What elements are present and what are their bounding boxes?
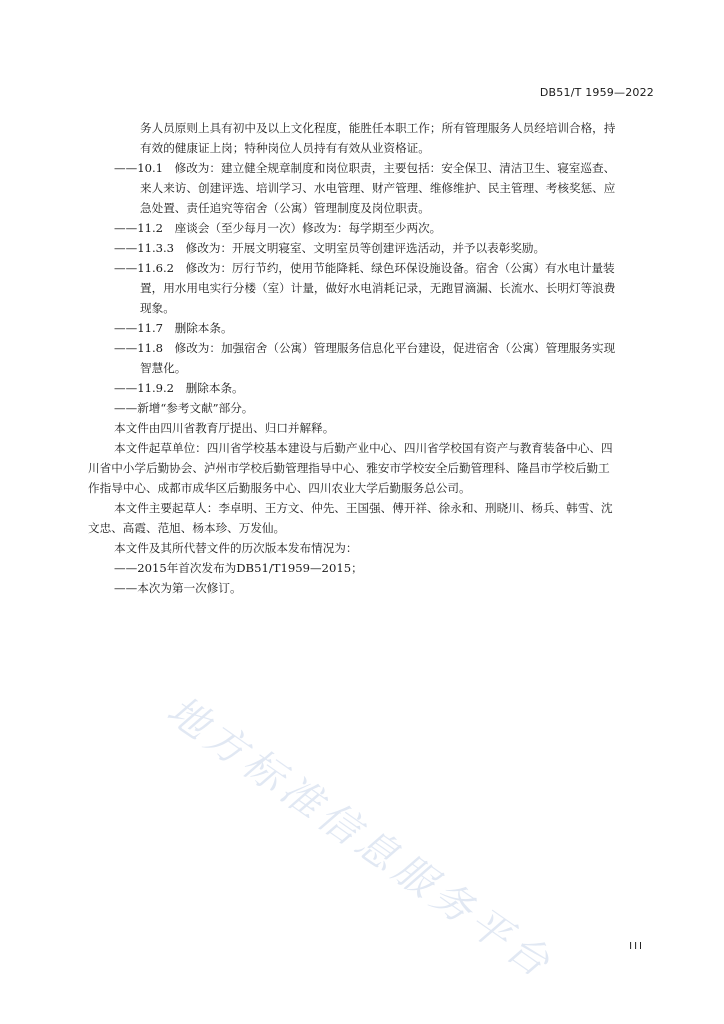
text-line: ——2015年首次发布为DB51/T1959—2015； <box>114 561 363 575</box>
text-line: ——新增“参考文献”部分。 <box>114 401 254 415</box>
text-line: 本文件由四川省教育厅提出、归口并解释。 <box>114 421 335 435</box>
text-line: 文忠、高霞、范旭、杨本珍、万发仙。 <box>88 521 286 535</box>
text-line: ——11.8 修改为：加强宿舍（公寓）管理服务信息化平台建设，促进宿舍（公寓）管理服务实现 <box>114 341 616 355</box>
text-line: ——11.2 座谈会（至少每月一次）修改为：每学期至少两次。 <box>114 221 442 235</box>
text-line: 务人员原则上具有初中及以上文化程度，能胜任本职工作；所有管理服务人员经培训合格，持 <box>140 121 616 135</box>
text-line: 置，用水用电实行分楼（室）计量，做好水电消耗记录，无跑冒滴漏、长流水、长明灯等浪费 <box>140 281 616 295</box>
text-line: 本文件主要起草人：李卓明、王方文、仲先、王国强、傅开祥、徐永和、刑晓川、杨兵、韩雪、沈 <box>114 501 613 515</box>
text-line: ——本次为第一次修订。 <box>114 581 242 595</box>
document-body <box>88 118 660 598</box>
text-line: 本文件及其所代替文件的历次版本发布情况为： <box>114 541 358 555</box>
standard-code: DB51/T 1959—2022 <box>539 86 654 99</box>
text-line: ——11.7 删除本条。 <box>114 321 233 335</box>
text-line: 智慧化。 <box>140 361 187 375</box>
text-line: ——11.3.3 修改为：开展文明寝室、文明室员等创建评选活动，并予以表彰奖励。 <box>114 241 546 255</box>
text-line: ——10.1 修改为：建立健全规章制度和岗位职责，主要包括：安全保卫、清洁卫生、寝室巡查、 <box>114 161 616 175</box>
text-line: 来人来访、创建评选、培训学习、水电管理、财产管理、维修维护、民主管理、考核奖惩、应 <box>140 181 616 195</box>
text-line: 有效的健康证上岗；特种岗位人员持有有效从业资格证。 <box>140 141 430 155</box>
text-line: 现象。 <box>140 301 175 315</box>
text-line: ——11.6.2 修改为：厉行节约，使用节能降耗、绿色环保设施设备。宿舍（公寓）有水电计量装 <box>114 261 615 275</box>
text-line: ——11.9.2 删除本条。 <box>114 381 244 395</box>
text-line: 川省中小学后勤协会、泸州市学校后勤管理指导中心、雅安市学校安全后勤管理科、隆昌市学校后勤工 <box>88 461 610 475</box>
text-line: 作指导中心、成都市成华区后勤服务中心、四川农业大学后勤服务总公司。 <box>88 481 471 495</box>
text-line: 急处置、责任追究等宿舍（公寓）管理制度及岗位职责。 <box>140 201 430 215</box>
text-line: 本文件起草单位：四川省学校基本建设与后勤产业中心、四川省学校国有资产与教育装备中心、四 <box>114 441 613 455</box>
watermark: 地方标准信息服务平台 <box>158 687 562 989</box>
page-number: III <box>629 941 644 952</box>
